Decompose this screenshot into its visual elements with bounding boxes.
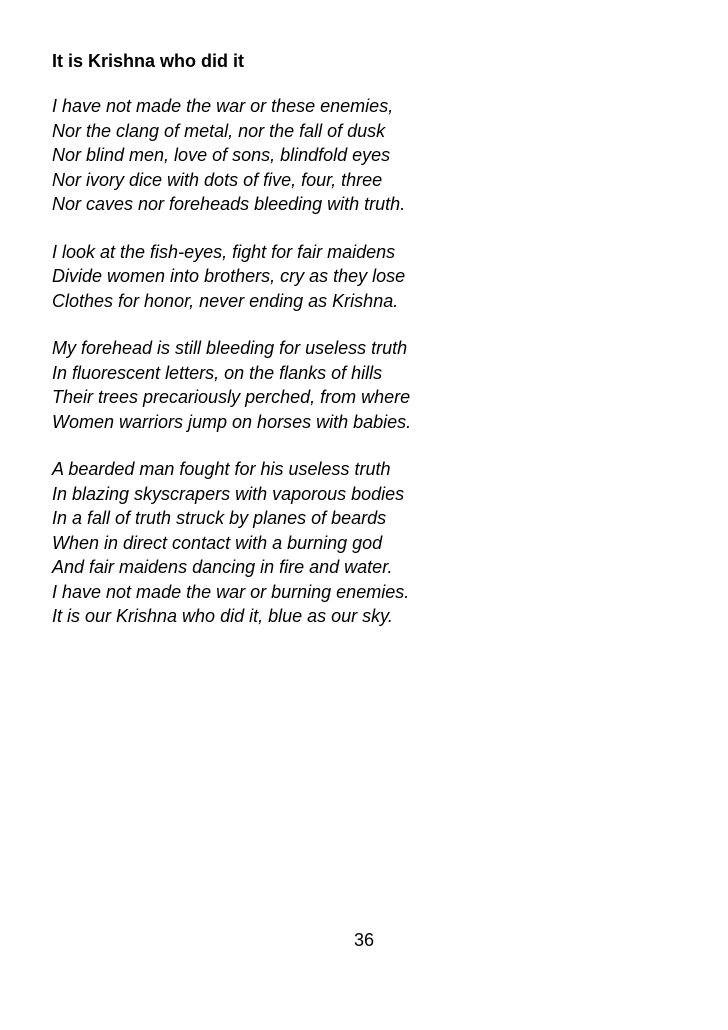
stanza-4 (52, 457, 692, 629)
poem-line: Women warriors jump on horses with babies. (52, 411, 412, 432)
poem-line: Nor the clang of metal, nor the fall of dusk (52, 120, 386, 141)
stanza-1 (52, 94, 692, 217)
poem-line: A bearded man fought for his useless truth (52, 459, 391, 479)
poem-line: And fair maidens dancing in fire and water. (52, 557, 393, 577)
page-number-text: 36 (353, 930, 375, 950)
poem-line: Nor ivory dice with dots of five, four, three (52, 169, 383, 190)
poem-line: I have not made the war or these enemies, (52, 96, 394, 116)
poem-line: Nor blind men, love of sons, blindfold eyes (52, 145, 391, 165)
poem-body (52, 94, 692, 652)
poem-line: Divide women into brothers, cry as they lose (52, 266, 406, 286)
poem-line: I look at the fish-eyes, fight for fair maidens (52, 241, 396, 262)
poem-line: In a fall of truth struck by planes of beards (52, 508, 387, 528)
poem-line: Clothes for honor, never ending as Krishna. (52, 290, 399, 311)
poem-line: I have not made the war or burning enemies. (52, 581, 410, 602)
poem-line: In fluorescent letters, on the flanks of hills (52, 362, 383, 383)
poem-line: Nor caves nor foreheads bleeding with truth. (52, 194, 406, 214)
poem-line: It is our Krishna who did it, blue as our sky. (52, 606, 393, 626)
poem-line: Their trees precariously perched, from where (52, 387, 411, 407)
page-number (0, 928, 728, 952)
poem-line: In blazing skyscrapers with vaporous bodies (52, 483, 405, 504)
stanza-2 (52, 240, 692, 314)
stanza-3 (52, 336, 692, 434)
poem-line: When in direct contact with a burning god (52, 532, 383, 553)
poem-line: My forehead is still bleeding for useless truth (52, 338, 408, 358)
poem-title: It is Krishna who did it (52, 51, 245, 71)
